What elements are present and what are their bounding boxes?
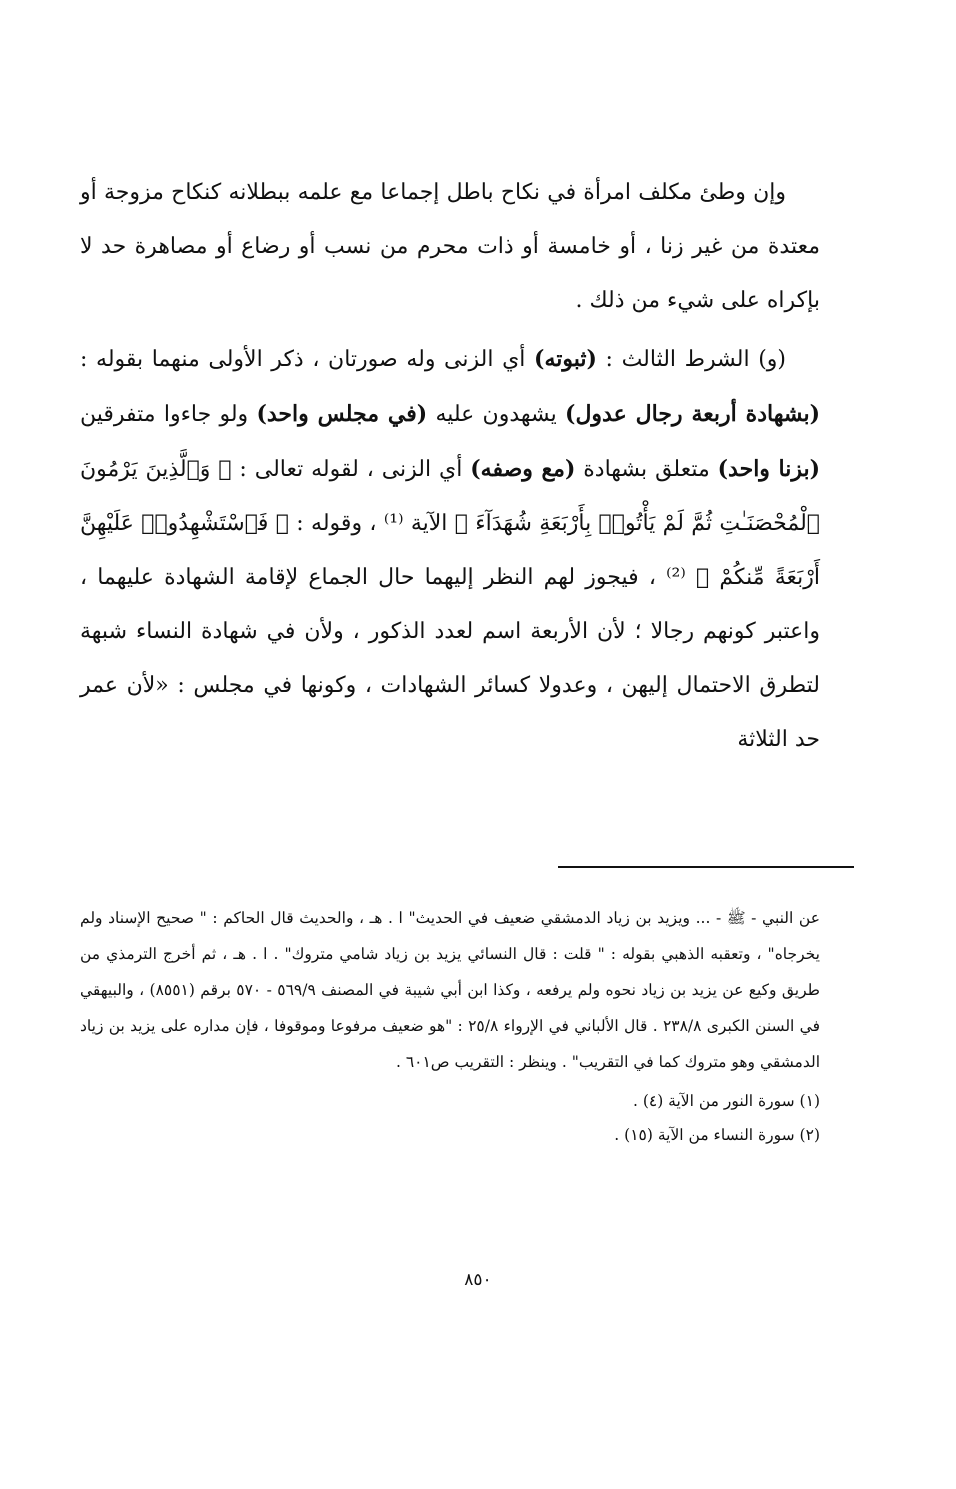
paragraph-2 — [80, 332, 820, 767]
footnote-separator — [558, 866, 854, 868]
text-segment: ولو جاءوا متفرقين — [80, 402, 257, 427]
bold-term: (في مجلس واحد) — [256, 401, 428, 427]
text-segment: أي الزنى وله صورتان ، ذكر الأولى منهما بقوله : — [80, 347, 535, 372]
footnote-2: (٢) سورة النساء من الآية (١٥) . — [614, 1126, 820, 1144]
text-segment: (و) الشرط الثالث : — [596, 347, 786, 372]
footnote-continued: عن النبي - ﷺ - ... ويزيد بن زياد الدمشقي ضعيف في الحديث" ا . هـ ، والحديث قال الحاكم : " صحيح الإسناد ولم يخرجاه" ، وتعقبه الذهبي بقوله : " قلت : قال النسائي يزيد بن زياد شامي متروك" . ا . هـ ، ثم أخرج الترمذي من طريق وكيع عن يزيد بن زياد نحوه ولم يرفعه ، وكذا ابن أبي شيبة في المصنف ٥٦٩/٩ - ٥٧٠ برقم (٨٥٥١) ، والبيهقي في السنن الكبرى ٢٣٨/٨ . قال الألباني في الإرواء ٢٥/٨ : "هو ضعيف مرفوعا وموقوفا ، فإن مداره على يزيد بن زياد الدمشقي وهو متروك كما في التقريب" . وينظر : التقريب ص٦٠١ . — [80, 909, 820, 1071]
bold-term: (ثبوته) — [534, 346, 597, 372]
footnote-list — [80, 1084, 820, 1152]
text-segment: أي الزنى ، لقوله تعالى : ﴿ وَٱلَّذِينَ يَرْمُونَ ٱلْمُحْصَنَـٰتِ ثُمَّ لَمْ يَأْتُوا۟ بِأَرْبَعَةِ شُهَدَآءَ ﴾ الآية ⁽¹⁾ ، وقوله : ﴿ فَٱسْتَشْهِدُوا۟ عَلَيْهِنَّ أَرْبَعَةً مِّنكُمْ ﴾ ⁽²⁾ ، فيجوز لهم النظر إليهما حال الجماع لإقامة الشهادة عليهما ، واعتبر كونهم رجالا ؛ لأن الأربعة اسم لعدد الذكور ، ولأن في شهادة النساء شبهة لتطرق الاحتمال إليهن ، وعدولا كسائر الشهادات ، وكونها في مجلس : «لأن عمر حد الثلاثة — [80, 457, 821, 752]
page-number: ٨٥٠ — [464, 1270, 492, 1290]
main-text-block — [80, 166, 820, 767]
footnote-1: (١) سورة النور من الآية (٤) . — [632, 1092, 820, 1110]
footnotes-block — [80, 900, 820, 1152]
bold-term: (بشهادة أربعة رجال عدول) — [565, 401, 820, 427]
bold-term: (مع وصفه) — [470, 456, 576, 482]
paragraph-1: وإن وطئ مكلف امرأة في نكاح باطل إجماعا مع علمه ببطلانه كنكاح مزوجة أو معتدة من غير زنا ، أو خامسة أو ذات محرم من نسب أو رضاع أو مصاهرة حد لا بإكراه على شيء من ذلك . — [80, 180, 820, 313]
text-segment: يشهدون عليه — [427, 402, 566, 427]
text-segment: متعلق بشهادة — [575, 457, 718, 482]
bold-term: (بزنا واحد) — [717, 456, 820, 482]
